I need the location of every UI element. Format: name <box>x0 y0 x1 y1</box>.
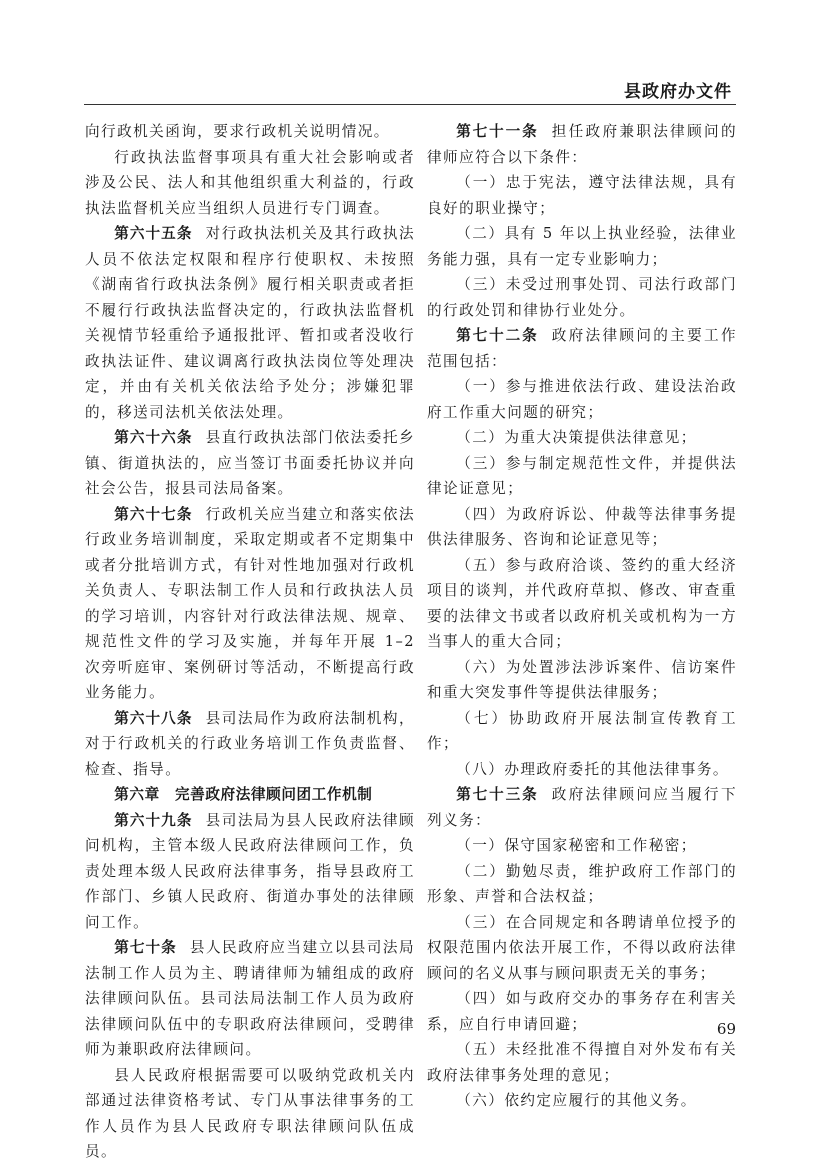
paragraph <box>427 221 737 272</box>
chapter-heading: 第六章 完善政府法律顾问团工作机制 <box>114 786 373 803</box>
paragraph <box>427 986 737 1037</box>
paragraph-text: 对行政执法机关及其行政执法人员不依法定权限和程序行使职权、未按照《湖南省行政执法条例》履行相关职责或者拒不履行行政执法监督决定的，行政执法监督机关视情节轻重给予通报批评、暂扣或者没收行政执法证件、建议调离行政执法岗位等处理决定，并由有关机关依法给予处分；涉嫌犯罪的，移送司法机关依法处理。 <box>85 225 415 421</box>
article-number: 第六十七条 <box>114 505 193 523</box>
paragraph <box>85 706 415 783</box>
paragraph-text: （八）办理政府委托的其他法律事务。 <box>456 760 729 778</box>
paragraph-text: 行政执法监督事项具有重大社会影响或者涉及公民、法人和其他组织重大利益的，行政执法监督机关应当组织人员进行专门调查。 <box>85 148 415 217</box>
paragraph-text: 县司法局为县人民政府法律顾问机构，主管本级人民政府法律顾问工作，负责处理本级人民政府法律事务，指导县政府工作部门、乡镇人民政府、街道办事处的法律顾问工作。 <box>85 811 415 931</box>
paragraph <box>85 145 415 222</box>
paragraph-text: （五）参与政府洽谈、签约的重大经济项目的谈判，并代政府草拟、修改、审查重要的法律文书或者以政府机关或机构为一方当事人的重大合同； <box>427 556 737 650</box>
paragraph-text: （四）如与政府交办的事务存在利害关系，应自行申请回避； <box>427 990 737 1033</box>
paragraph-text: （三）参与制定规范性文件，并提供法律论证意见； <box>427 454 737 497</box>
paragraph <box>85 119 415 145</box>
paragraph-text: 政府法律顾问应当履行下列义务： <box>427 786 737 829</box>
paragraph <box>85 425 415 502</box>
paragraph <box>85 502 415 706</box>
article-number: 第六十五条 <box>114 225 193 242</box>
article-number: 第七十三条 <box>456 786 539 803</box>
article-number: 第六十九条 <box>114 811 193 829</box>
article-number: 第六十六条 <box>114 429 193 446</box>
paragraph-text: 担任政府兼职法律顾问的律师应符合以下条件： <box>427 123 737 166</box>
paragraph <box>427 425 737 451</box>
paragraph <box>427 323 737 374</box>
paragraph <box>427 272 737 323</box>
paragraph-text: （四）为政府诉讼、仲裁等法律事务提供法律服务、咨询和论证意见等； <box>427 505 737 548</box>
paragraph <box>427 910 737 987</box>
paragraph-text: （六）依约定应履行的其他义务。 <box>456 1092 697 1109</box>
paragraph <box>427 451 737 502</box>
paragraph-text: （七）协助政府开展法制宣传教育工作； <box>427 709 737 752</box>
right-column <box>427 119 737 1114</box>
paragraph-text: 县人民政府应当建立以县司法局法制工作人员为主、聘请律师为辅组成的政府法律顾问队伍。县司法局法制工作人员为政府法律顾问队伍中的专职政府法律顾问，受聘律师为兼职政府法律顾问。 <box>85 939 415 1058</box>
paragraph-text: （二）具有 5 年以上执业经验，法律业务能力强，具有一定专业影响力； <box>427 225 737 268</box>
paragraph-text: （六）为处置涉法涉诉案件、信访案件和重大突发事件等提供法律服务； <box>427 658 737 701</box>
paragraph <box>85 221 415 425</box>
paragraph <box>85 935 415 1063</box>
article-number: 第六十八条 <box>114 709 193 727</box>
article-number: 第七十一条 <box>456 123 539 140</box>
paragraph <box>85 1063 415 1165</box>
running-header-title: 县政府办文件 <box>624 82 732 102</box>
paragraph <box>427 1037 737 1088</box>
paragraph-text: （二）勤勉尽责，维护政府工作部门的形象、声誉和合法权益； <box>427 862 737 905</box>
paragraph-text: （一）保守国家秘密和工作秘密； <box>456 837 697 854</box>
paragraph <box>85 808 415 936</box>
paragraph-text: 政府法律顾问的主要工作范围包括： <box>427 327 737 370</box>
paragraph-text: （五）未经批准不得擅自对外发布有关政府法律事务处理的意见； <box>427 1041 737 1084</box>
paragraph <box>427 706 737 757</box>
paragraph <box>427 859 737 910</box>
page-number: 69 <box>716 1020 736 1038</box>
paragraph <box>427 553 737 655</box>
paragraph <box>427 757 737 783</box>
paragraph-text: （三）未受过刑事处罚、司法行政部门的行政处罚和律协行业处分。 <box>427 276 737 319</box>
paragraph <box>427 833 737 859</box>
paragraph <box>427 170 737 221</box>
paragraph-text: （一）忠于宪法，遵守法律法规，具有良好的职业操守； <box>427 174 737 217</box>
paragraph-text: 县人民政府根据需要可以吸纳党政机关内部通过法律资格考试、专门从事法律事务的工作人员作为县人民政府专职法律顾问队伍成员。 <box>85 1066 415 1160</box>
paragraph-text: 行政机关应当建立和落实依法行政业务培训制度，采取定期或者不定期集中或者分批培训方式，有针对性地加强对行政机关负责人、专职法制工作人员和行政执法人员的学习培训，内容针对行政法律法规、规章、规范性文件的学习及实施，并每年开展 1–2 次旁听庭审、案例研讨等活动，不断提高行政业务能力。 <box>85 505 415 701</box>
paragraph <box>427 1088 737 1114</box>
paragraph <box>427 119 737 170</box>
paragraph-text: 县直行政执法部门依法委托乡镇、街道执法的，应当签订书面委托协议并向社会公告，报县司法局备案。 <box>85 429 415 497</box>
article-number: 第七十二条 <box>456 327 539 344</box>
paragraph-text: 向行政机关函询，要求行政机关说明情况。 <box>85 123 390 140</box>
paragraph <box>427 655 737 706</box>
header-rule <box>84 104 736 105</box>
left-column <box>85 119 415 1165</box>
paragraph-text: （二）为重大决策提供法律意见； <box>456 429 697 446</box>
paragraph <box>427 374 737 425</box>
paragraph-text: （三）在合同规定和各聘请单位授予的权限范围内依法开展工作，不得以政府法律顾问的名义从事与顾问职责无关的事务； <box>427 913 737 982</box>
paragraph-text: 县司法局作为政府法制机构，对于行政机关的行政业务培训工作负责监督、检查、指导。 <box>85 709 415 778</box>
article-number: 第七十条 <box>114 939 177 956</box>
paragraph-text: （一）参与推进依法行政、建设法治政府工作重大问题的研究； <box>427 378 737 421</box>
paragraph <box>427 502 737 553</box>
paragraph <box>427 782 737 833</box>
